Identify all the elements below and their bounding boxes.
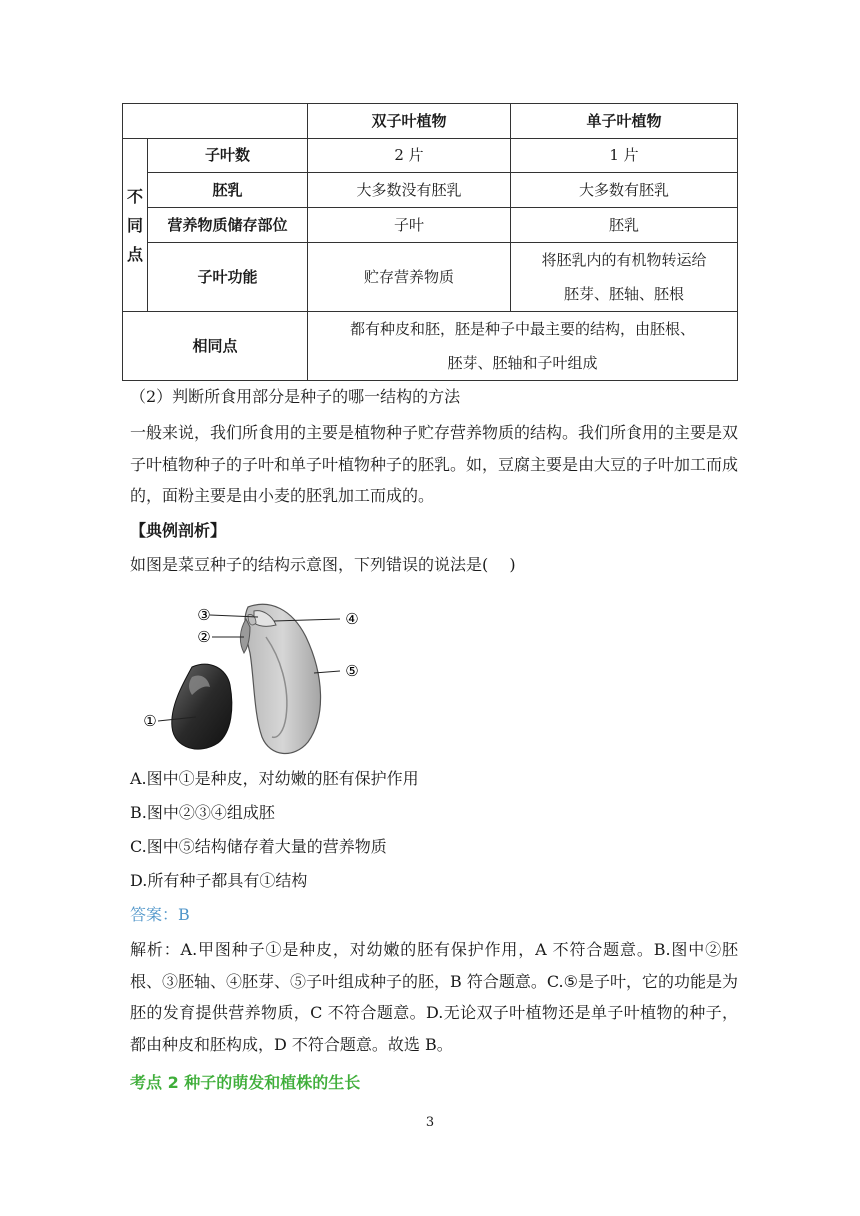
cell-monocot (511, 243, 738, 312)
group-label-char: 不 (126, 186, 143, 206)
cell-monocot: 胚乳 (511, 208, 738, 243)
subheading: （2）判断所食用部分是种子的哪一结构的方法 (130, 387, 461, 406)
answer-text: 答案：B (130, 905, 190, 924)
cell-line: 胚芽、胚轴、胚根 (563, 285, 684, 303)
group-label-char: 点 (126, 244, 143, 264)
cell-monocot: 大多数有胚乳 (511, 173, 738, 208)
cell-monocot: 1 片 (511, 139, 738, 173)
cell-dicot: 2 片 (308, 139, 511, 173)
figure-label-5: ⑤ (345, 662, 359, 680)
cell-line: 胚芽、胚轴和子叶组成 (447, 354, 598, 372)
row-label: 子叶功能 (148, 243, 308, 312)
table-row (123, 139, 738, 173)
option-b: B.图中②③④组成胚 (130, 803, 275, 822)
cell-dicot: 大多数没有胚乳 (308, 173, 511, 208)
cell-line: 都有种皮和胚，胚是种子中最主要的结构，由胚根、 (349, 320, 695, 338)
figure-label-4: ④ (345, 610, 359, 628)
comparison-table (122, 103, 738, 381)
option-d: D.所有种子都具有①结构 (130, 871, 308, 890)
row-label: 营养物质储存部位 (148, 208, 308, 243)
cell-dicot: 子叶 (308, 208, 511, 243)
table-row (123, 208, 738, 243)
cell-same (308, 312, 738, 381)
table-row-same (123, 312, 738, 381)
option-c: C.图中⑤结构储存着大量的营养物质 (130, 837, 387, 856)
row-label-same: 相同点 (123, 312, 308, 381)
explanation-paragraph: 一般来说，我们所食用的主要是植物种子贮存营养物质的结构。我们所食用的主要是双子叶植物种子的子叶和单子叶植物种子的胚乳。如，豆腐主要是由大豆的子叶加工而成的，面粉主要是由小麦的胚乳加工而成的。 (130, 423, 739, 505)
next-section-heading: 考点 2 种子的萌发和植株的生长 (130, 1073, 361, 1092)
option-a: A.图中①是种皮，对幼嫩的胚有保护作用 (130, 769, 419, 788)
analysis-paragraph: 解析：A.甲图种子①是种皮，对幼嫩的胚有保护作用，A 不符合题意。B.图中②胚根、③胚轴、④胚芽、⑤子叶组成种子的胚，B 符合题意。C.⑤是子叶，它的功能是为胚的发育提供营养物质，C 不符合题意。D.无论双子叶植物还是单子叶植物的种子，都由种皮和胚构成，D 不符合题意。故选 B。 (130, 940, 738, 1054)
page-number: 3 (425, 1115, 435, 1130)
figure-label-2: ② (197, 628, 211, 646)
bean-seed-diagram (130, 597, 375, 762)
group-label-different (123, 139, 148, 312)
figure-label-3: ③ (197, 606, 211, 624)
header-monocot: 单子叶植物 (511, 104, 738, 139)
cell-line: 将胚乳内的有机物转运给 (541, 251, 707, 269)
figure-label-1: ① (143, 712, 157, 730)
table-header-row (123, 104, 738, 139)
question-text: 如图是菜豆种子的结构示意图，下列错误的说法是( ) (130, 555, 516, 574)
group-label-char: 同 (126, 215, 143, 235)
row-label: 子叶数 (148, 139, 308, 173)
cell-dicot: 贮存营养物质 (308, 243, 511, 312)
table-corner-cell (123, 104, 308, 139)
table-row (123, 243, 738, 312)
example-heading: 【典例剖析】 (130, 521, 227, 540)
cotyledon-shape (245, 604, 321, 753)
table-row (123, 173, 738, 208)
header-dicot: 双子叶植物 (308, 104, 511, 139)
row-label: 胚乳 (148, 173, 308, 208)
